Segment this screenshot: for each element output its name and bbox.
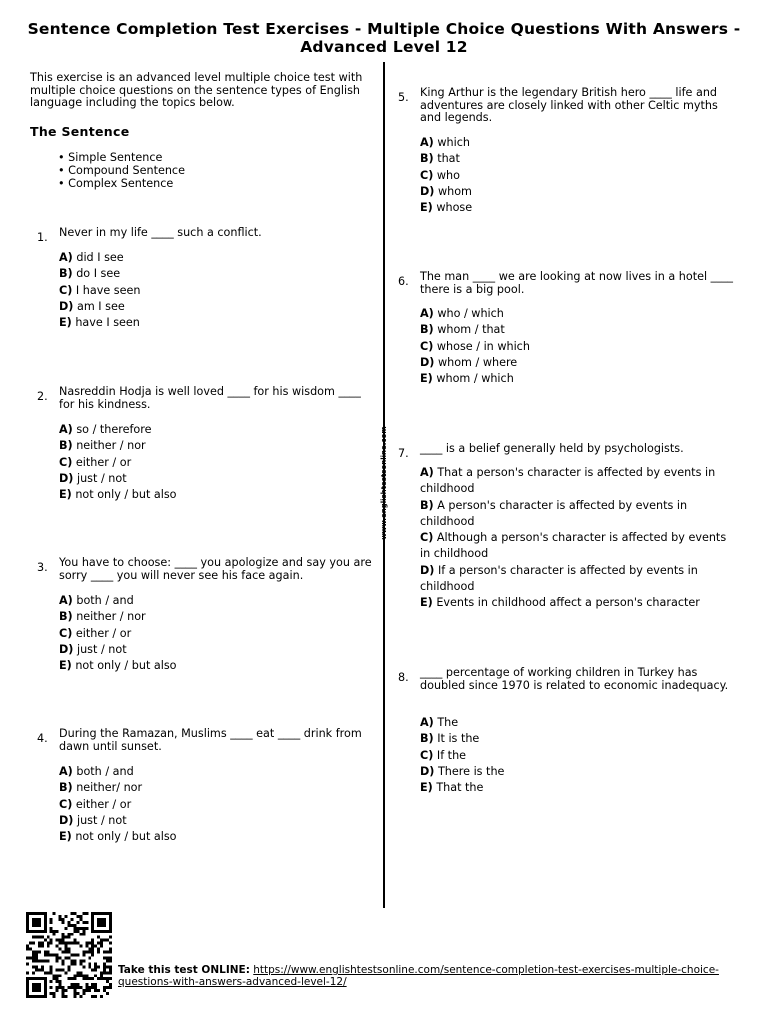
option-e[interactable]: E) whose xyxy=(420,201,473,215)
option-b[interactable]: B) whom / that xyxy=(420,323,505,337)
option-b[interactable]: B) that xyxy=(420,152,460,166)
option-list xyxy=(59,593,177,674)
option-b[interactable]: B) It is the xyxy=(420,732,480,746)
option-d[interactable]: D) just / not xyxy=(59,471,127,485)
option-e[interactable]: E) not only / but also xyxy=(59,830,177,844)
option-c[interactable]: C) whose / in which xyxy=(420,339,530,353)
option-c[interactable]: C) either / or xyxy=(59,797,132,811)
option-list xyxy=(59,250,140,331)
topic-item: • Complex Sentence xyxy=(58,177,185,190)
intro-paragraph: This exercise is an advanced level multiple choice test with multiple choice questions on the sentence types of English language including the topics below. xyxy=(30,71,363,110)
option-list xyxy=(420,715,504,796)
page-title xyxy=(0,20,768,56)
question-number: 4. xyxy=(37,732,48,745)
option-b[interactable]: B) neither/ nor xyxy=(59,781,143,795)
option-a[interactable]: A) both / and xyxy=(59,594,134,607)
page-title-line1: Sentence Completion Test Exercises - Multiple Choice Questions With Answers - xyxy=(27,20,741,38)
option-b[interactable]: B) A person's character is affected by events in childhood xyxy=(420,498,688,528)
vertical-site-url-text: www.englishtestsonline.com xyxy=(380,426,388,540)
question-text: ____ percentage of working children in Turkey has doubled since 1970 is related to economic inadequacy. xyxy=(420,666,729,692)
option-d[interactable]: D) If a person's character is affected by events in childhood xyxy=(420,563,698,594)
option-b[interactable]: B) neither / nor xyxy=(59,439,146,453)
topic-item: • Compound Sentence xyxy=(58,164,185,177)
option-list xyxy=(59,764,177,845)
option-a[interactable]: A) The xyxy=(420,716,459,729)
option-b[interactable]: B) do I see xyxy=(59,267,121,281)
option-c[interactable]: C) If the xyxy=(420,748,467,762)
option-d[interactable]: D) whom / where xyxy=(420,355,518,369)
option-c[interactable]: C) either / or xyxy=(59,455,132,469)
question-number: 2. xyxy=(37,390,48,403)
footer-label: Take this test ONLINE: xyxy=(118,964,250,976)
footer-link[interactable]: https://www.englishtestsonline.com/sentence-completion-test-exercises-multiple-choice-questions-with-answers-advanced-level-12/ xyxy=(118,964,719,989)
option-list xyxy=(420,465,736,612)
option-a[interactable]: A) That a person's character is affected by events in childhood xyxy=(420,466,716,496)
option-a[interactable]: A) so / therefore xyxy=(59,423,152,436)
question-number: 7. xyxy=(398,447,409,460)
option-d[interactable]: D) am I see xyxy=(59,299,125,313)
option-d[interactable]: D) just / not xyxy=(59,642,127,656)
topic-list xyxy=(58,151,185,190)
question-text: During the Ramazan, Muslims ____ eat ____ drink from dawn until sunset. xyxy=(59,727,362,753)
option-e[interactable]: E) Events in childhood affect a person's character xyxy=(420,596,700,610)
question-number: 1. xyxy=(37,231,48,244)
option-c[interactable]: C) Although a person's character is affected by events in childhood xyxy=(420,531,727,561)
option-list xyxy=(59,422,177,503)
option-list xyxy=(420,135,472,216)
qr-code-icon[interactable] xyxy=(24,912,114,998)
option-d[interactable]: D) just / not xyxy=(59,813,127,827)
option-c[interactable]: C) who xyxy=(420,168,460,182)
option-a[interactable]: A) who / which xyxy=(420,307,504,320)
question-text: Nasreddin Hodja is well loved ____ for his wisdom ____ for his kindness. xyxy=(59,385,361,411)
option-c[interactable]: C) either / or xyxy=(59,626,132,640)
option-d[interactable]: D) whom xyxy=(420,184,472,198)
question-text: ____ is a belief generally held by psychologists. xyxy=(420,442,684,455)
question-text: Never in my life ____ such a conflict. xyxy=(59,226,262,239)
page-title-line2: Advanced Level 12 xyxy=(300,38,468,56)
question-number: 8. xyxy=(398,671,409,684)
option-e[interactable]: E) whom / which xyxy=(420,372,514,386)
option-d[interactable]: D) There is the xyxy=(420,764,505,778)
option-e[interactable]: E) not only / but also xyxy=(59,659,177,673)
topic-item: • Simple Sentence xyxy=(58,151,185,164)
option-e[interactable]: E) have I seen xyxy=(59,316,140,330)
question-number: 3. xyxy=(37,561,48,574)
option-a[interactable]: A) which xyxy=(420,136,470,149)
option-a[interactable]: A) did I see xyxy=(59,251,124,264)
option-e[interactable]: E) That the xyxy=(420,781,484,795)
question-text: King Arthur is the legendary British hero ____ life and adventures are closely linked with other Celtic myths and legends. xyxy=(420,86,718,125)
section-heading: The Sentence xyxy=(30,124,130,139)
option-a[interactable]: A) both / and xyxy=(59,765,134,778)
question-number: 5. xyxy=(398,91,409,104)
option-e[interactable]: E) not only / but also xyxy=(59,488,177,502)
option-b[interactable]: B) neither / nor xyxy=(59,610,146,624)
option-list xyxy=(420,306,530,387)
option-c[interactable]: C) I have seen xyxy=(59,283,141,297)
question-text: The man ____ we are looking at now lives in a hotel ____ there is a big pool. xyxy=(420,270,734,296)
question-number: 6. xyxy=(398,275,409,288)
question-text: You have to choose: ____ you apologize and say you are sorry ____ you will never see his face again. xyxy=(59,556,372,582)
footer xyxy=(118,964,738,988)
